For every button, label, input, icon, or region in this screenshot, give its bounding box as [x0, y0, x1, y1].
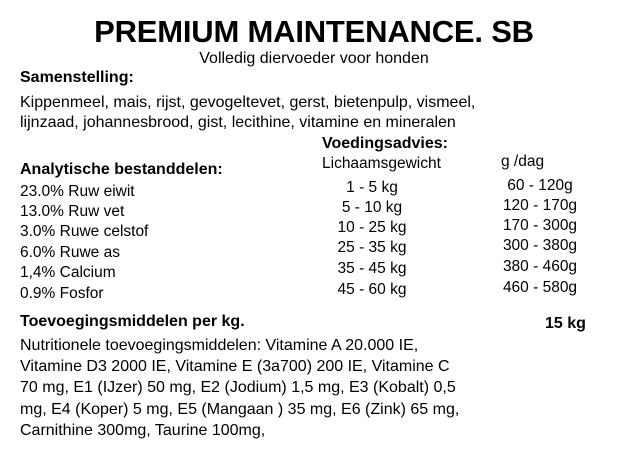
feeding-weight: 1 - 5 kg — [346, 179, 398, 196]
product-title: PREMIUM MAINTENANCE. SB — [94, 14, 534, 49]
analytic-item: 23.0% Ruw eiwit — [20, 183, 135, 200]
feeding-amount: 460 - 580g — [502, 279, 578, 296]
analytic-item: 3.0% Ruwe celstof — [20, 223, 149, 240]
composition-line: Kippenmeel, mais, rijst, gevogeltevet, gerst, bietenpulp, vismeel, — [20, 94, 476, 111]
feeding-heading: Voedingsadvies: — [322, 135, 448, 152]
additives-line: mg, E4 (Koper) 5 mg, E5 (Mangaan ) 35 mg, E6 (Zink) 65 mg, — [20, 401, 460, 418]
feeding-amount: 120 - 170g — [502, 197, 578, 214]
feeding-weight: 10 - 25 kg — [337, 219, 407, 236]
analytic-item: 1,4% Calcium — [20, 264, 116, 281]
feeding-amount: 60 - 120g — [507, 177, 573, 194]
feeding-weight: 5 - 10 kg — [341, 199, 403, 216]
analytic-item: 6.0% Ruwe as — [20, 244, 120, 261]
feeding-amount: 170 - 300g — [502, 217, 578, 234]
analytic-item: 13.0% Ruw vet — [20, 203, 125, 220]
composition-line: lijnzaad, johannesbrood, gist, lecithine, vitamine en mineralen — [20, 114, 456, 131]
feeding-weight: 25 - 35 kg — [337, 239, 407, 256]
feeding-amount: 380 - 460g — [502, 258, 578, 275]
additives-line: Carnithine 300mg, Taurine 100mg, — [20, 422, 266, 439]
feeding-amount-header: g /dag — [501, 153, 545, 170]
feeding-weight: 35 - 45 kg — [337, 260, 407, 277]
composition-heading: Samenstelling: — [20, 69, 134, 86]
additives-heading: Toevoegingsmiddelen per kg. — [20, 313, 245, 330]
feeding-weight: 45 - 60 kg — [337, 281, 407, 298]
package-weight: 15 kg — [545, 315, 586, 332]
product-subtitle: Volledig diervoeder voor honden — [199, 50, 429, 67]
feeding-amount: 300 - 380g — [502, 237, 578, 254]
additives-line: Nutritionele toevoegingsmiddelen: Vitamine A 20.000 IE, — [20, 337, 419, 354]
additives-line: 70 mg, E1 (IJzer) 50 mg, E2 (Jodium) 1,5 mg, E3 (Kobalt) 0,5 — [20, 379, 456, 396]
analytics-heading: Analytische bestanddelen: — [20, 161, 223, 178]
feeding-weight-header: Lichaamsgewicht — [322, 155, 441, 172]
analytic-item: 0.9% Fosfor — [20, 285, 104, 302]
additives-line: Vitamine D3 2000 IE, Vitamine E (3a700) 200 IE, Vitamine C — [20, 358, 450, 375]
